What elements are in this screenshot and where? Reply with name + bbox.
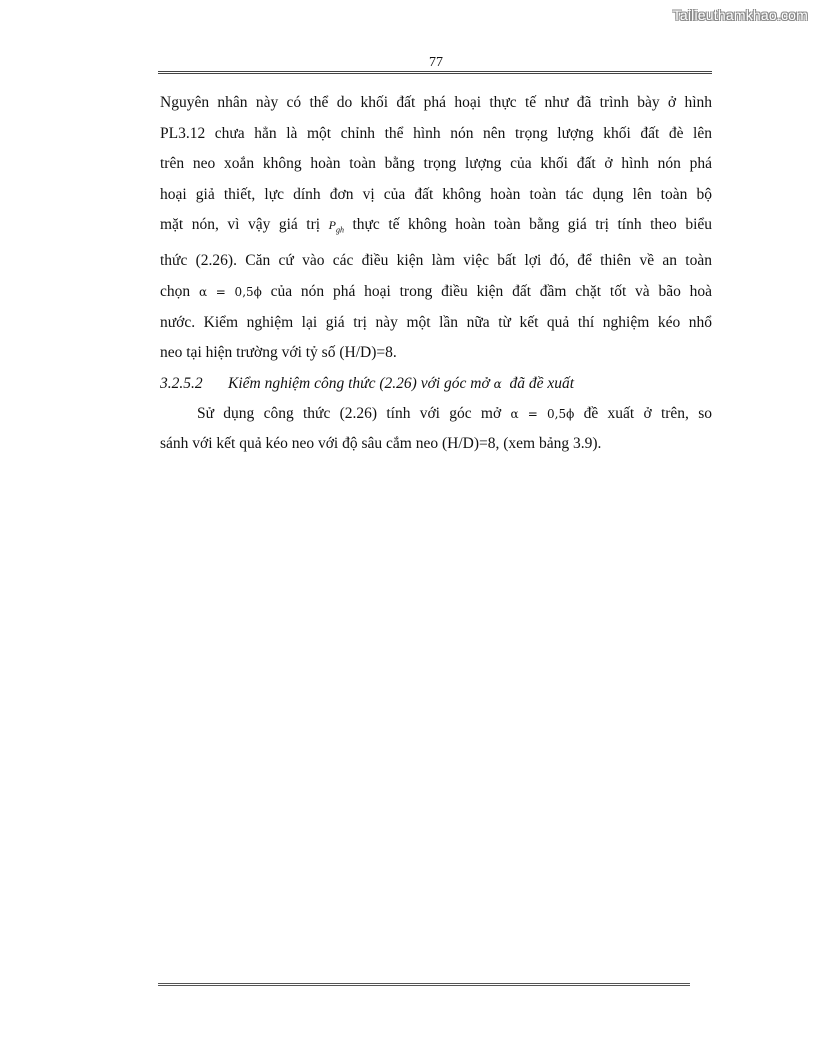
alpha-expression: α = 0,5ϕ: [510, 406, 575, 421]
watermark: Tailieuthamkhao.com: [672, 7, 808, 23]
paragraph-1-line: hoại giả thiết, lực dính đơn vị của đất không hoàn toàn tác dụng lên toàn bộ: [160, 185, 712, 203]
paragraph-1-line: neo tại hiện trường với tỷ số (H/D)=8.: [160, 344, 397, 362]
line-text: thực tế không hoàn toàn bằng giá trị tính theo biểu: [352, 216, 713, 234]
footer-rule: [158, 983, 690, 986]
pgh-symbol: [328, 218, 344, 235]
header-rule: [158, 71, 712, 74]
paragraph-1: [160, 88, 712, 369]
document-body: [160, 88, 712, 460]
paragraph-1-line: trên neo xoắn không hoàn toàn bằng trọng lượng của khối đất ở hình nón phá: [160, 155, 712, 173]
paragraph-1-line: Nguyên nhân này có thể do khối đất phá hoại thực tế như đã trình bày ở hình: [160, 94, 712, 111]
pgh-main: P: [328, 218, 336, 233]
pgh-subscript: gh: [335, 225, 344, 235]
paragraph-2: [160, 399, 712, 460]
line-text: Sử dụng công thức (2.26) tính với góc mở: [197, 404, 502, 422]
line-text: chọn: [160, 282, 191, 300]
heading-text: đã đề xuất: [509, 374, 575, 392]
paragraph-1-line: thức (2.26). Căn cứ vào các điều kiện làm việc bất lợi đó, để thiên về an toàn: [160, 252, 712, 270]
paragraph-1-line: [160, 277, 712, 308]
section-number: 3.2.5.2: [160, 374, 203, 392]
paragraph-1-line: PL3.12 chưa hẳn là một chỉnh thể hình nón nên trọng lượng khối đất đè lên: [160, 124, 712, 142]
heading-text: Kiểm nghiệm công thức (2.26) với góc mở: [228, 374, 490, 392]
paragraph-2-line: [160, 399, 712, 430]
paragraph-2-line: sánh với kết quả kéo neo với độ sâu cắm neo (H/D)=8, (xem bảng 3.9).: [160, 435, 602, 453]
paragraph-1-line: nước. Kiểm nghiệm lại giá trị này một lần nữa từ kết quả thí nghiệm kéo nhổ: [160, 313, 712, 331]
line-text: đề xuất ở trên, so: [583, 404, 712, 422]
paragraph-1-line: [160, 210, 712, 246]
alpha-expression: α = 0,5ϕ: [198, 284, 262, 299]
line-text: của nón phá hoại trong điều kiện đất đầm chặt tốt và bão hoà: [270, 282, 713, 300]
line-text: mặt nón, vì vậy giá trị: [160, 216, 321, 234]
page-number: 77: [429, 55, 443, 70]
heading-alpha: α: [493, 376, 502, 391]
section-heading: [160, 369, 712, 399]
